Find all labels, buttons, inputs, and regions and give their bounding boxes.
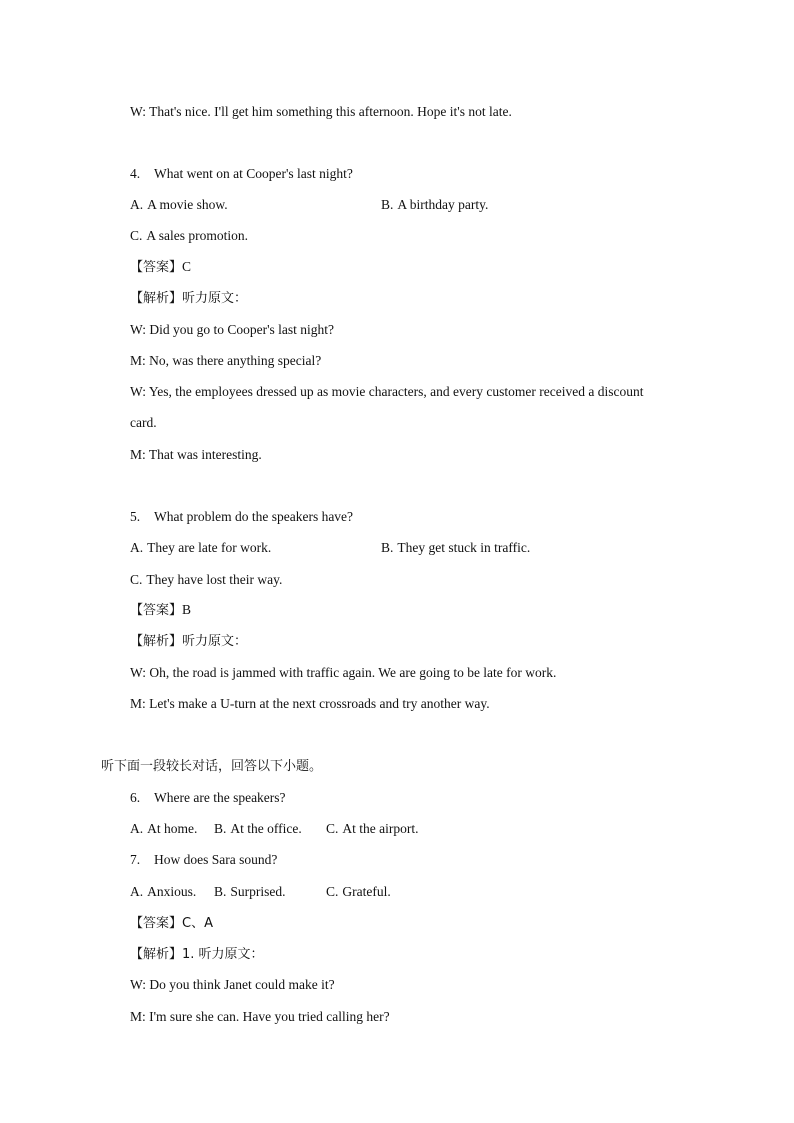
transcript-line: W: Did you go to Cooper's last night? (130, 322, 335, 337)
option-text: Surprised. (230, 884, 286, 899)
option-text: They get stuck in traffic. (397, 540, 531, 555)
question-7 (130, 851, 277, 869)
analysis-line (130, 289, 247, 308)
option-letter: A. (130, 540, 144, 555)
question-text: What problem do the speakers have? (154, 509, 354, 524)
analysis-tag: 【解析】 (130, 947, 183, 962)
transcript-line: W: Do you think Janet could make it? (130, 977, 335, 992)
analysis-intro: 1. 听力原文： (182, 947, 264, 962)
answer-value: B (182, 602, 192, 617)
option-text: At the airport. (342, 821, 419, 836)
option-letter: B. (381, 197, 394, 212)
option-b (381, 196, 488, 214)
option-text: They are late for work. (147, 540, 272, 555)
option-b (214, 883, 326, 901)
transcript-line: M: That was interesting. (130, 447, 262, 462)
option-letter: B. (214, 884, 227, 899)
options-row (130, 820, 419, 838)
option-c (130, 571, 282, 589)
option-text: They have lost their way. (146, 572, 283, 587)
question-number: 5. (130, 509, 141, 524)
option-text: Grateful. (342, 884, 391, 899)
answer-value: C (182, 259, 192, 274)
option-letter: A. (130, 884, 144, 899)
transcript-line: M: I'm sure she can. Have you tried calling her? (130, 1009, 390, 1024)
section-heading: 听下面一段较长对话，回答以下小题。 (101, 759, 323, 774)
option-a (130, 820, 214, 838)
analysis-intro: 听力原文： (182, 634, 248, 649)
option-b (214, 820, 326, 838)
question-5 (130, 508, 353, 526)
option-c (130, 227, 248, 245)
option-letter: C. (130, 228, 143, 243)
question-4 (130, 165, 353, 183)
option-letter: C. (130, 572, 143, 587)
transcript-line: M: Let's make a U-turn at the next crossroads and try another way. (130, 696, 490, 711)
analysis-line (130, 945, 264, 964)
question-number: 4. (130, 166, 141, 181)
option-letter: A. (130, 821, 144, 836)
option-text: A sales promotion. (146, 228, 249, 243)
transcript-line: card. (130, 415, 157, 430)
analysis-line (130, 632, 247, 651)
option-a (130, 196, 228, 214)
option-text: Anxious. (147, 884, 197, 899)
answer-tag: 【答案】 (130, 603, 183, 618)
answer-line (130, 258, 191, 277)
option-text: At the office. (230, 821, 302, 836)
option-letter: A. (130, 197, 144, 212)
option-text: A movie show. (147, 197, 228, 212)
options-row (130, 883, 391, 901)
question-text: What went on at Cooper's last night? (154, 166, 353, 181)
option-letter: B. (214, 821, 227, 836)
option-a (130, 539, 271, 557)
option-text: At home. (147, 821, 198, 836)
transcript-line: W: Yes, the employees dressed up as movie characters, and every customer received a discount (130, 384, 644, 399)
option-letter: B. (381, 540, 394, 555)
question-6 (130, 789, 286, 807)
analysis-tag: 【解析】 (130, 634, 183, 649)
option-a (130, 883, 214, 901)
question-number: 7. (130, 852, 141, 867)
answer-value: C、A (182, 916, 213, 931)
option-letter: C. (326, 884, 339, 899)
answer-tag: 【答案】 (130, 916, 183, 931)
answer-line (130, 601, 191, 620)
analysis-intro: 听力原文： (182, 291, 248, 306)
option-text: A birthday party. (397, 197, 489, 212)
option-b (381, 539, 530, 557)
question-number: 6. (130, 790, 141, 805)
option-letter: C. (326, 821, 339, 836)
answer-tag: 【答案】 (130, 260, 183, 275)
transcript-line: W: Oh, the road is jammed with traffic again. We are going to be late for work. (130, 665, 557, 680)
option-c (326, 883, 391, 901)
transcript-line: M: No, was there anything special? (130, 353, 322, 368)
question-text: Where are the speakers? (154, 790, 286, 805)
analysis-tag: 【解析】 (130, 291, 183, 306)
option-c (326, 820, 419, 838)
question-text: How does Sara sound? (154, 852, 278, 867)
transcript-line: W: That's nice. I'll get him something this afternoon. Hope it's not late. (130, 104, 512, 119)
answer-line (130, 914, 213, 933)
